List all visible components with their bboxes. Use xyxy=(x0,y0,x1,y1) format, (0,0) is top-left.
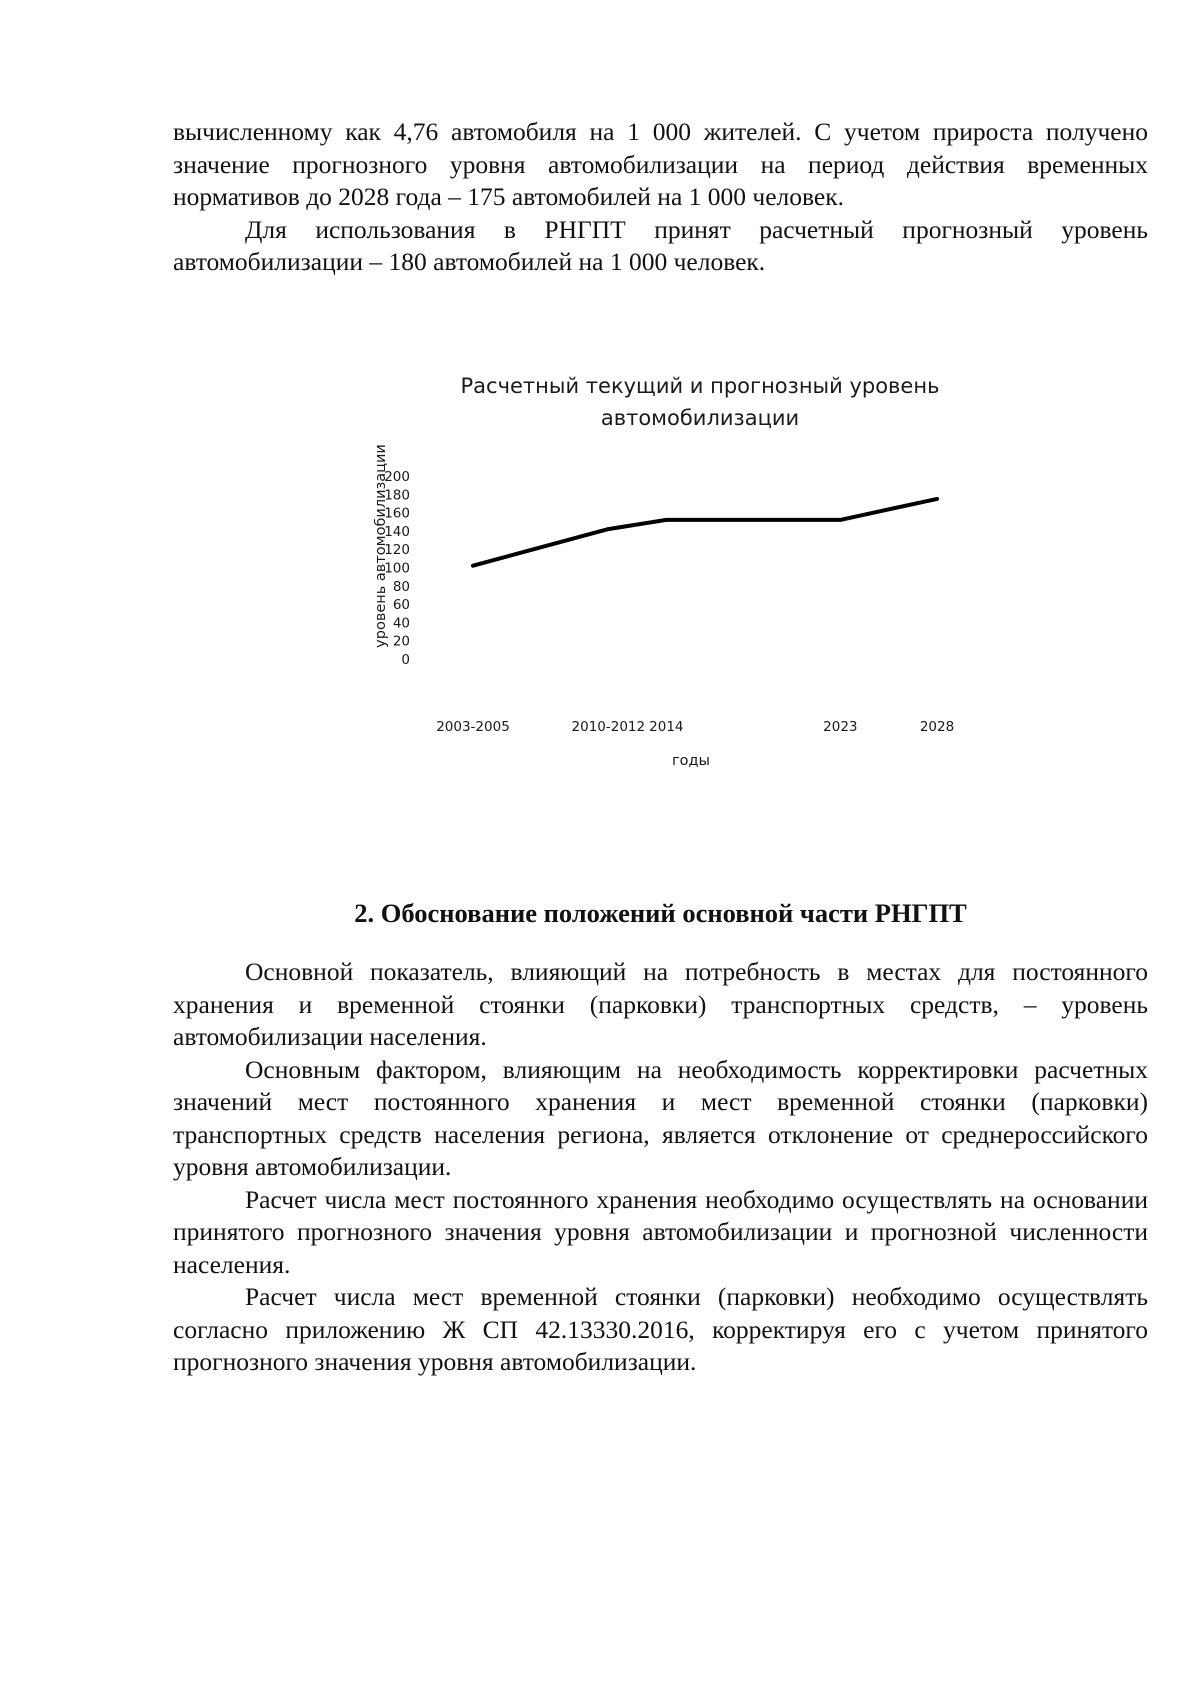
paragraph-permanent-storage: Расчет числа мест постоянного хранения необходимо осуществлять на основании принятого прогнозного значения уровня автомобилизации и прогнозной численности населения. xyxy=(173,1184,1148,1279)
y-tick-label: 140 xyxy=(384,523,410,540)
paragraph-continuation: вычисленному как 4,76 автомобиля на 1 000 жителей. С учетом прироста получено значение прогнозного уровня автомобилизации на период действия временных нормативов до 2028 года – 175 автомобилей на 1 000 человек. xyxy=(173,117,1148,211)
y-tick-label: 100 xyxy=(384,560,410,577)
y-tick-label: 0 xyxy=(401,652,410,668)
motorization-chart xyxy=(355,368,1055,778)
y-axis-label: уровень автомобилизации xyxy=(373,444,389,648)
x-tick-label: 2010-2012 xyxy=(571,719,646,735)
y-tick-label: 160 xyxy=(384,505,410,522)
x-axis-label: годы xyxy=(672,753,710,769)
y-tick-label: 80 xyxy=(392,578,410,595)
text-block-bottom xyxy=(173,956,1148,1379)
y-tick-label: 40 xyxy=(392,615,410,632)
y-tick-label: 200 xyxy=(384,469,410,485)
x-tick-label: 2014 xyxy=(649,719,684,735)
section-heading: 2. Обоснование положений основной части РНГПТ xyxy=(354,898,967,928)
y-tick-label: 180 xyxy=(384,487,410,504)
x-tick-label: 2003-2005 xyxy=(436,719,510,735)
paragraph-accepted-level: Для использования в РНГПТ принят расчетный прогнозный уровень автомобилизации – 180 автомобилей на 1 000 человек. xyxy=(173,214,1148,276)
paragraph-main-indicator: Основной показатель, влияющий на потребность в местах для постоянного хранения и временной стоянки (парковки) транспортных средств, – уровень автомобилизации населения. xyxy=(173,957,1148,1051)
y-tick-label: 20 xyxy=(392,633,410,650)
chart-title-line-2: автомобилизации xyxy=(600,406,800,430)
x-tick-label: 2028 xyxy=(919,719,955,735)
series-line xyxy=(473,499,937,566)
text-block-top xyxy=(173,116,1148,279)
paragraph-temporary-parking: Расчет числа мест временной стоянки (парковки) необходимо осуществлять согласно приложению Ж СП 42.13330.2016, корректируя его с учетом принятого прогнозного значения уровня автомобилизации. xyxy=(173,1282,1148,1376)
x-tick-labels xyxy=(436,719,954,735)
chart-svg xyxy=(355,368,1055,778)
series-layer xyxy=(473,499,937,566)
x-tick-label: 2023 xyxy=(823,719,858,735)
y-tick-label: 120 xyxy=(384,542,410,559)
y-tick-label: 60 xyxy=(392,597,410,614)
paragraph-main-factor: Основным фактором, влияющим на необходимость корректировки расчетных значений мест постоянного хранения и мест временной стоянки (парковки) транспортных средств населения региона, является отклонение от среднероссийского уровня автомобилизации. xyxy=(173,1054,1148,1181)
chart-title-line-1: Расчетный текущий и прогнозный уровень xyxy=(460,374,940,398)
